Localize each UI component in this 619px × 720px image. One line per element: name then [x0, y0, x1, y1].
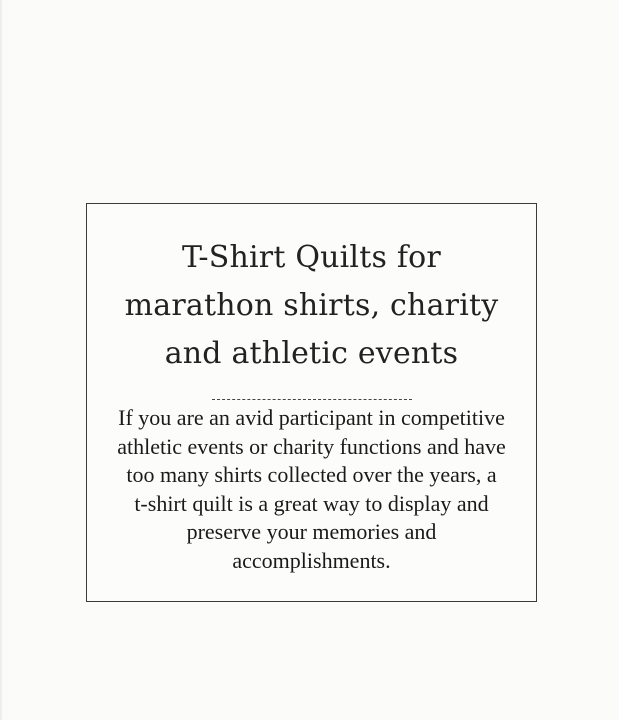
body-line-3: too many shirts collected over the years, a	[126, 462, 497, 487]
title-line-3: and athletic events	[164, 336, 459, 371]
body-line-5: preserve your memories and	[186, 519, 437, 544]
body-line-4: t-shirt quilt is a great way to display and	[134, 490, 489, 516]
title-line-2: marathon shirts, charity	[124, 288, 499, 323]
card-body	[87, 404, 536, 575]
title-line-1: T-Shirt Quilts for	[182, 240, 441, 275]
scan-edge-shadow	[0, 0, 3, 720]
body-line-2: athletic events or charity functions and have	[117, 433, 506, 459]
body-line-6: accomplishments.	[232, 547, 391, 573]
card-title	[87, 234, 536, 378]
info-card	[86, 203, 537, 602]
dotted-divider	[212, 399, 412, 400]
body-line-1: If you are an avid participant in competitive	[118, 405, 505, 430]
